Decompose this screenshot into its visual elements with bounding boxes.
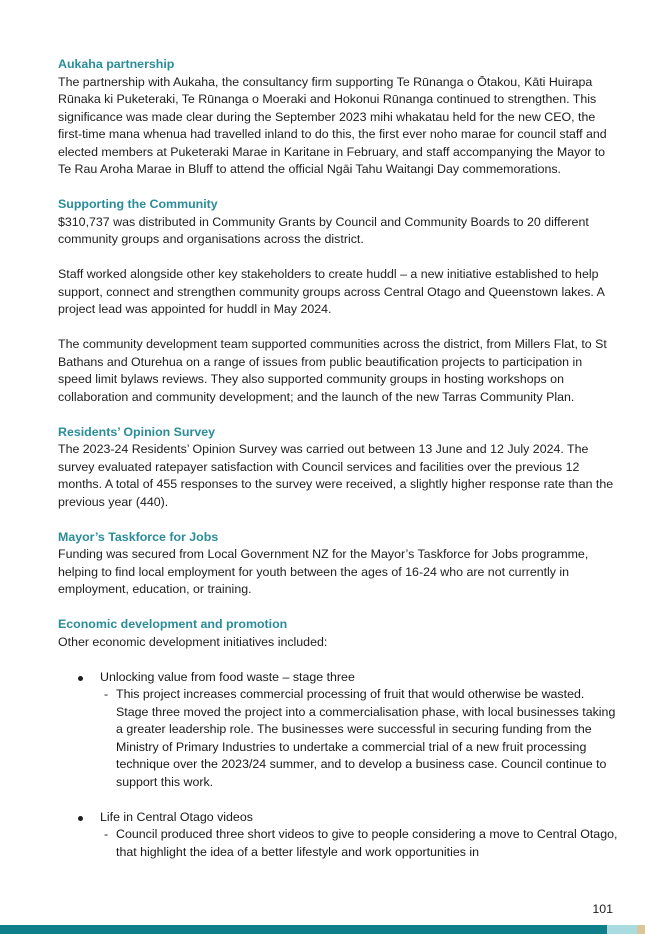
section-heading-economic: Economic development and promotion xyxy=(58,617,288,631)
economic-initiatives-list xyxy=(58,669,618,862)
sub-list-item xyxy=(100,826,618,861)
survey-paragraph: The 2023-24 Residents’ Opinion Survey was carried out between 13 June and 12 July 2024. The survey evaluated ratepayer satisfaction with Council services and facilities over the previous 12 months. A total of 455 responses to the survey were received, a slightly higher response rate than the previous year (440). xyxy=(58,442,614,509)
page-number: 101 xyxy=(592,902,613,916)
footer-bar-light-segment xyxy=(607,925,637,934)
list-item xyxy=(58,809,618,862)
section-heading-aukaha: Aukaha partnership xyxy=(58,57,175,71)
sub-list xyxy=(100,826,618,861)
bullet-icon xyxy=(78,816,83,821)
sub-list-item xyxy=(100,686,618,791)
section-heading-survey: Residents’ Opinion Survey xyxy=(58,424,215,439)
footer-color-bar xyxy=(0,925,645,934)
bullet-icon xyxy=(78,676,83,681)
list-item-label: Unlocking value from food waste – stage three xyxy=(100,669,355,684)
list-item-label: Life in Central Otago videos xyxy=(100,809,253,824)
sub-list xyxy=(100,686,618,791)
section-heading-taskforce: Mayor’s Taskforce for Jobs xyxy=(58,529,219,544)
community-paragraph-2: Staff worked alongside other key stakeholders to create huddl – a new initiative established to help support, connect and strengthen community groups across Central Otago and Queenstown lakes. A project lead was appointed for huddl in May 2024. xyxy=(58,267,605,316)
section-heading-community: Supporting the Community xyxy=(58,197,218,211)
community-paragraph-1: $310,737 was distributed in Community Grants by Council and Community Boards to 20 different community groups and organisations across the district. xyxy=(58,214,589,246)
economic-intro: Other economic development initiatives included: xyxy=(58,634,328,649)
footer-bar-accent-segment xyxy=(637,925,645,934)
dash-icon: - xyxy=(104,827,109,841)
sub-list-item-text: Council produced three short videos to give to people considering a move to Central Otago, that highlight the idea of a better lifestyle and work opportunities in xyxy=(116,827,618,859)
community-paragraph-3: The community development team supported communities across the district, from Millers Flat, to St Bathans and Oturehua on a range of issues from public beautification projects to participation in speed limit bylaws reviews. They also supported community groups in hosting workshops on collaboration and community development; and the launch of the new Tarras Community Plan. xyxy=(58,337,607,404)
sub-list-item-text: This project increases commercial processing of fruit that would otherwise be wasted. Stage three moved the project into a commercialisation phase, with local businesses taking a greater leadership role. The businesses were successful in securing funding from the Ministry of Primary Industries to undertake a commercial trial of a new fruit processing technique over the 2023/24 summer, and to develop a business case. Council continue to support this work. xyxy=(116,687,616,789)
dash-icon: - xyxy=(104,687,109,701)
aukaha-paragraph: The partnership with Aukaha, the consultancy firm supporting Te Rūnanga o Ōtakou, Kāti Huirapa Rūnaka ki Puketeraki, Te Rūnanga o Moeraki and Hokonui Rūnanga continued to strengthen. This significance was made clear during the September 2023 mihi whakatau held for the new CEO, the first-time mana whenua had travelled inland to do this, the first ever noho marae for council staff and elected members at Puketeraki Marae in Karitane in February, and staff accompanying the Mayor to Te Rau Aroha Marae in Bluff to attend the official Ngāi Tahu Waitangi Day commemorations. xyxy=(58,74,607,176)
list-item xyxy=(58,669,618,792)
taskforce-paragraph: Funding was secured from Local Government NZ for the Mayor’s Taskforce for Jobs programme, helping to find local employment for youth between the ages of 16-24 who are not currently in employment, education, or training. xyxy=(58,547,589,596)
page-content xyxy=(58,56,618,861)
